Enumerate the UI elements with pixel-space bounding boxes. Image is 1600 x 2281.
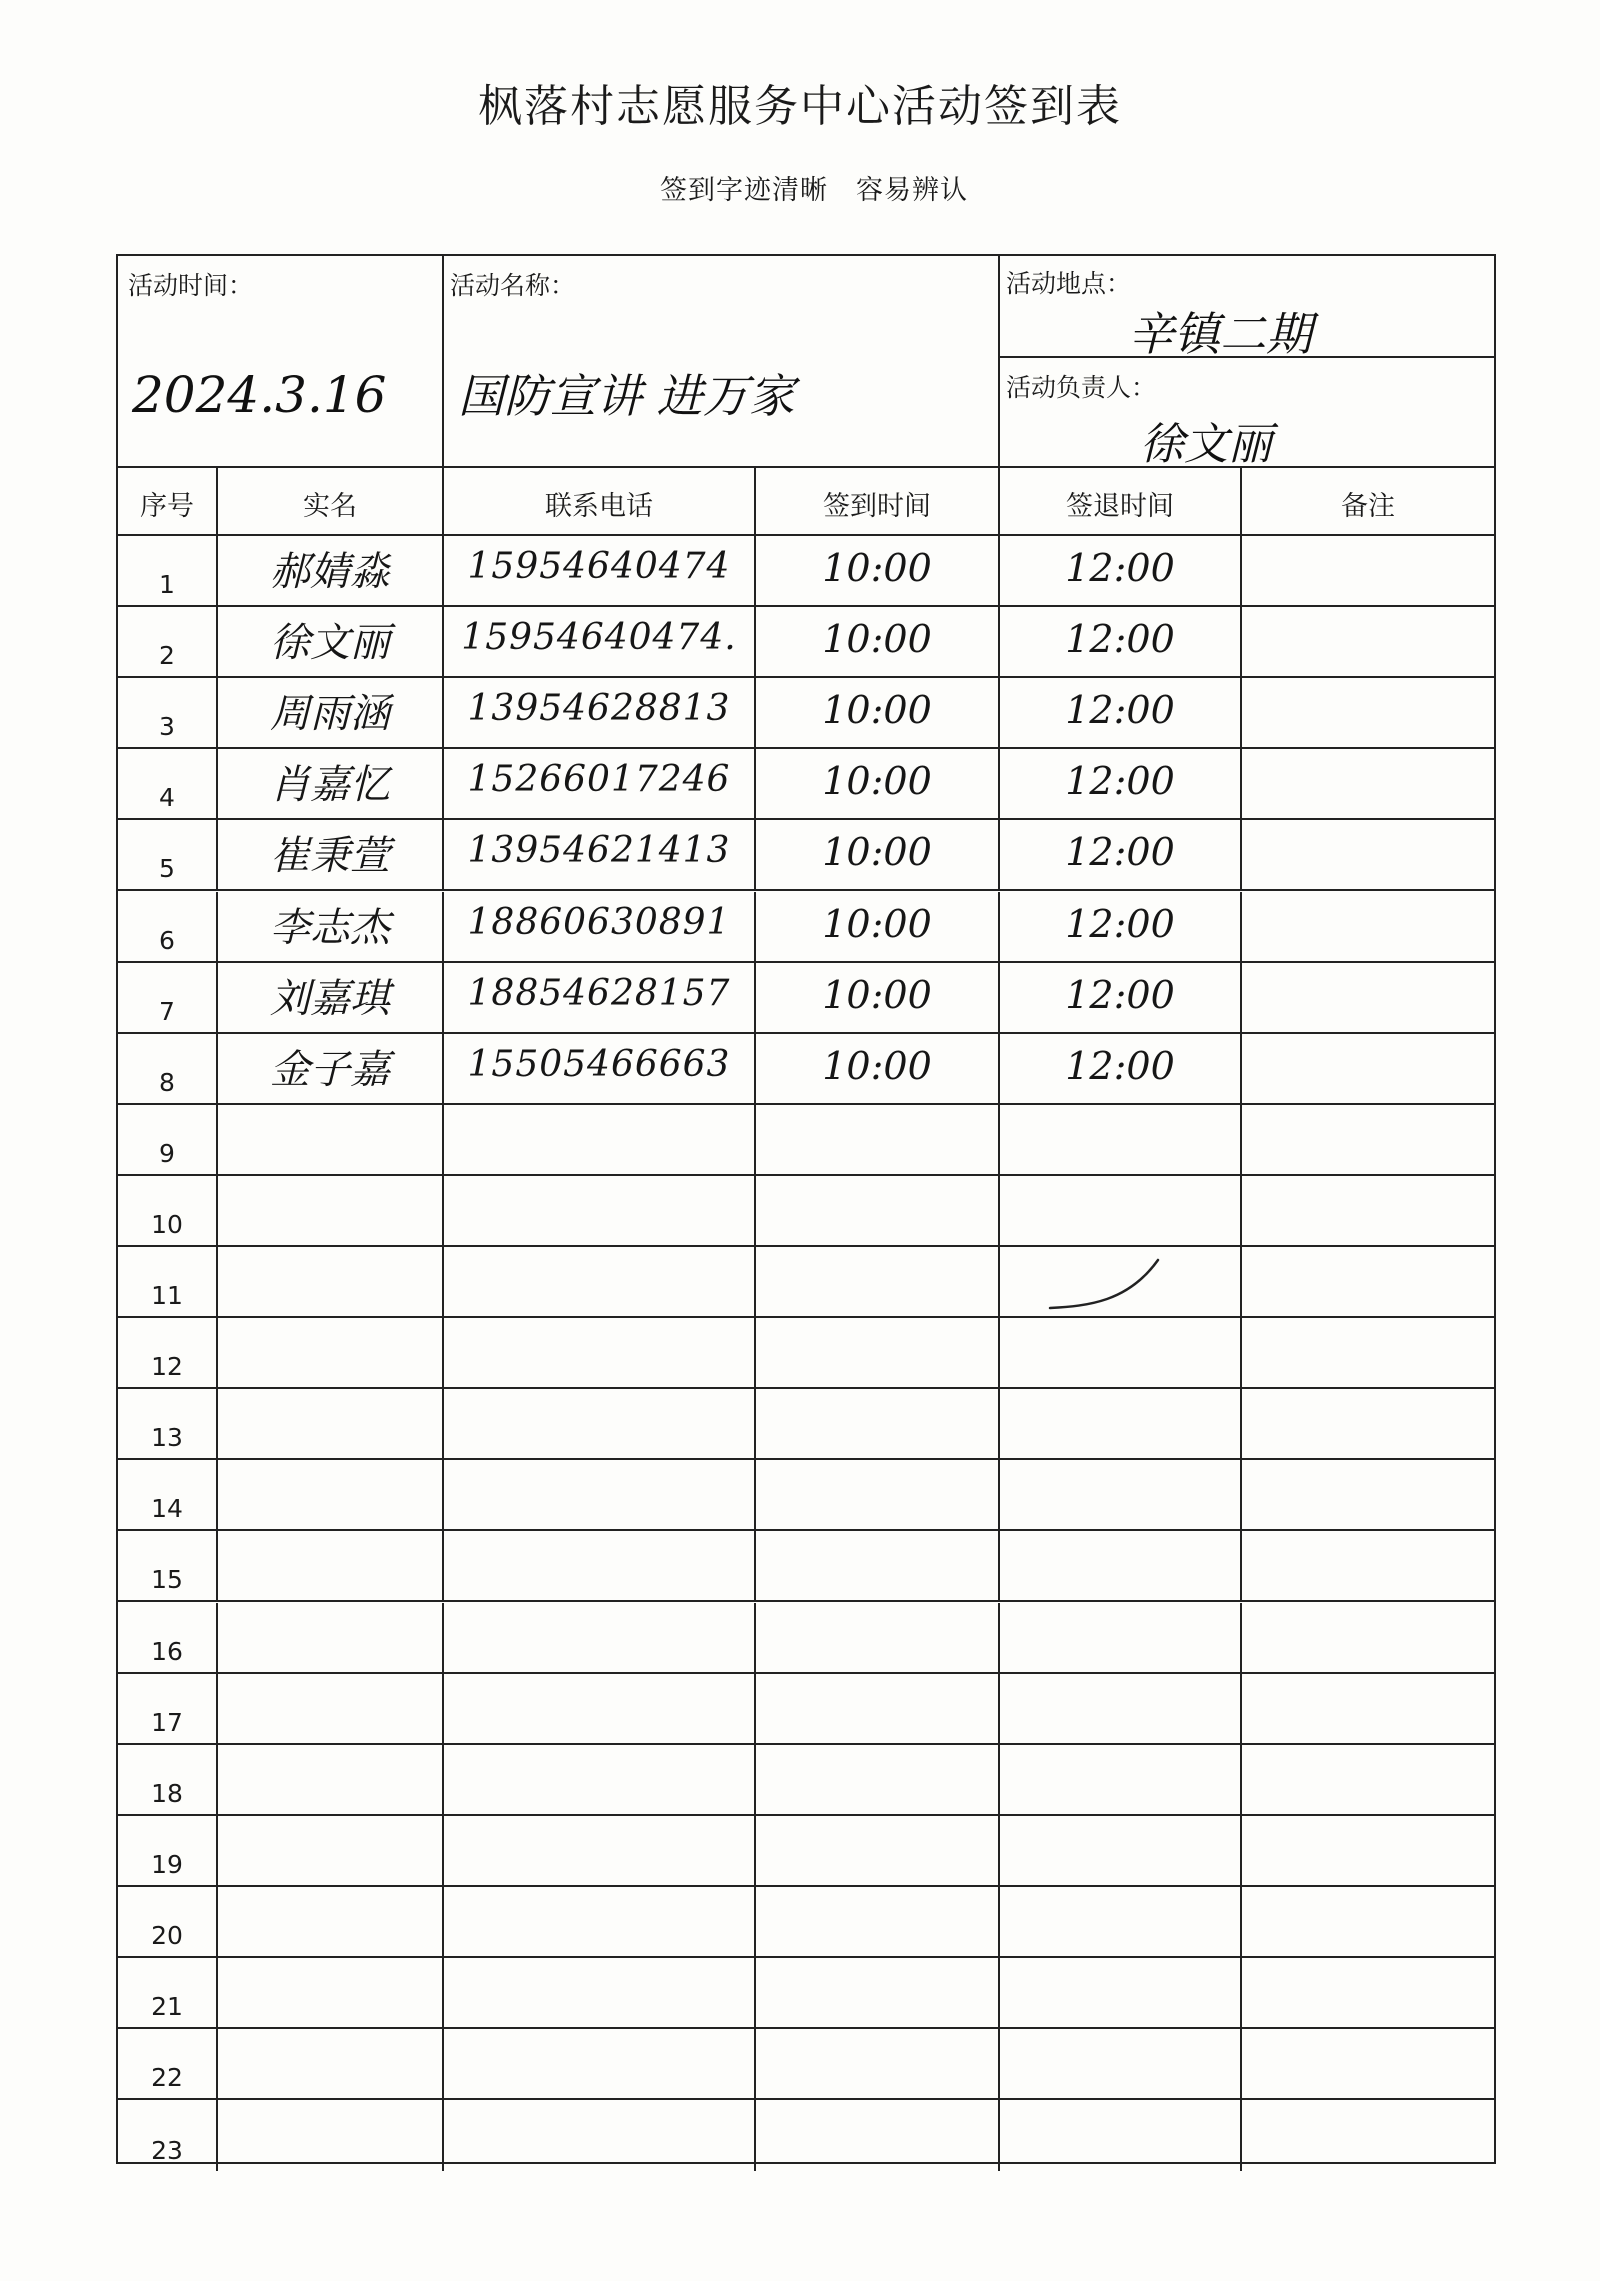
table-row bbox=[118, 1105, 1494, 1176]
row-seq-cell bbox=[118, 1745, 218, 1814]
row-phone: 15505466663 bbox=[467, 1043, 731, 1085]
place-divider bbox=[1000, 356, 1496, 358]
table-row bbox=[118, 607, 1494, 678]
row-checkout-time-cell bbox=[1000, 1745, 1242, 1814]
row-checkout-time-cell bbox=[1000, 892, 1242, 961]
sign-in-form bbox=[116, 254, 1496, 2164]
row-seq-cell bbox=[118, 892, 218, 961]
row-checkin-time-cell bbox=[756, 607, 1000, 676]
row-phone-cell bbox=[444, 1674, 756, 1743]
table-row bbox=[118, 749, 1494, 820]
row-checkout-time: 12:00 bbox=[1065, 688, 1175, 733]
row-phone: 18860630891 bbox=[467, 901, 731, 943]
row-note-cell bbox=[1242, 2029, 1494, 2098]
header-note-text: 备注 bbox=[1341, 491, 1395, 522]
row-name-cell bbox=[218, 1247, 444, 1316]
row-seq-cell bbox=[118, 1887, 218, 1956]
row-seq-cell bbox=[118, 1460, 218, 1529]
row-checkin-time-cell bbox=[756, 749, 1000, 818]
row-phone-cell bbox=[444, 2100, 756, 2171]
row-checkin-time-cell bbox=[756, 1531, 1000, 1600]
row-checkout-time-cell bbox=[1000, 749, 1242, 818]
page-subtitle: 签到字迹清晰 容易辨认 bbox=[660, 175, 968, 206]
row-checkin-time-cell bbox=[756, 1816, 1000, 1885]
pen-stroke-mark bbox=[1048, 1256, 1178, 1316]
row-checkout-time-cell bbox=[1000, 1389, 1242, 1458]
row-name-cell bbox=[218, 1105, 444, 1174]
row-seq: 1 bbox=[159, 570, 175, 600]
row-seq-cell bbox=[118, 1105, 218, 1174]
row-seq-cell bbox=[118, 749, 218, 818]
row-name-cell bbox=[218, 607, 444, 676]
row-phone-cell bbox=[444, 1958, 756, 2027]
row-note-cell bbox=[1242, 1247, 1494, 1316]
row-checkin-time: 10:00 bbox=[822, 617, 932, 662]
header-note bbox=[1242, 466, 1494, 534]
row-name-cell bbox=[218, 1460, 444, 1529]
row-seq: 3 bbox=[159, 712, 175, 742]
row-checkin-time: 10:00 bbox=[822, 688, 932, 733]
row-checkout-time-cell bbox=[1000, 2100, 1242, 2171]
row-seq: 18 bbox=[151, 1778, 183, 1808]
row-name-cell bbox=[218, 1674, 444, 1743]
header-phone-text: 联系电话 bbox=[545, 491, 653, 522]
row-checkin-time-cell bbox=[756, 1460, 1000, 1529]
row-note-cell bbox=[1242, 1105, 1494, 1174]
header-seq bbox=[118, 466, 218, 534]
activity-time-value: 2024.3.16 bbox=[132, 366, 387, 424]
row-name-cell bbox=[218, 1531, 444, 1600]
header-seq-text: 序号 bbox=[140, 491, 194, 522]
row-checkout-time-cell bbox=[1000, 820, 1242, 889]
row-seq-cell bbox=[118, 1176, 218, 1245]
row-phone-cell bbox=[444, 1105, 756, 1174]
header-checkin-text: 签到时间 bbox=[823, 491, 931, 522]
row-name: 徐文丽 bbox=[270, 620, 390, 667]
row-seq-cell bbox=[118, 536, 218, 605]
row-checkin-time-cell bbox=[756, 1247, 1000, 1316]
row-name: 郝婧淼 bbox=[270, 549, 390, 595]
activity-info-header bbox=[118, 256, 1494, 468]
row-note-cell bbox=[1242, 1603, 1494, 1672]
row-checkout-time: 12:00 bbox=[1065, 759, 1175, 804]
row-seq-cell bbox=[118, 1034, 218, 1103]
header-checkout-text: 签退时间 bbox=[1066, 491, 1174, 522]
row-checkin-time: 10:00 bbox=[822, 901, 932, 946]
row-seq: 17 bbox=[151, 1707, 183, 1737]
table-row bbox=[118, 1247, 1494, 1318]
row-checkout-time-cell bbox=[1000, 1034, 1242, 1103]
row-phone-cell bbox=[444, 820, 756, 889]
row-seq: 5 bbox=[159, 854, 175, 884]
row-checkin-time-cell bbox=[756, 2100, 1000, 2171]
row-checkin-time-cell bbox=[756, 678, 1000, 747]
row-checkout-time-cell bbox=[1000, 1958, 1242, 2027]
row-checkin-time: 10:00 bbox=[822, 546, 932, 590]
row-checkout-time-cell bbox=[1000, 1318, 1242, 1387]
row-seq: 7 bbox=[159, 996, 175, 1026]
header-checkin bbox=[756, 466, 1000, 534]
row-checkout-time-cell bbox=[1000, 1176, 1242, 1245]
page-title: 枫落村志愿服务中心活动签到表 bbox=[478, 81, 1122, 132]
row-note-cell bbox=[1242, 1318, 1494, 1387]
header-phone bbox=[444, 466, 756, 534]
row-seq: 11 bbox=[151, 1281, 183, 1311]
row-checkout-time: 12:00 bbox=[1065, 901, 1175, 946]
row-checkin-time-cell bbox=[756, 1389, 1000, 1458]
row-phone-cell bbox=[444, 1887, 756, 1956]
row-seq: 19 bbox=[151, 1849, 183, 1879]
row-seq: 20 bbox=[151, 1920, 183, 1950]
row-checkin-time-cell bbox=[756, 1105, 1000, 1174]
row-note-cell bbox=[1242, 1958, 1494, 2027]
table-row bbox=[118, 1318, 1494, 1389]
table-row bbox=[118, 1958, 1494, 2029]
row-checkout-time: 12:00 bbox=[1065, 617, 1175, 662]
row-name-cell bbox=[218, 2100, 444, 2171]
row-checkin-time-cell bbox=[756, 1745, 1000, 1814]
row-name: 周雨涵 bbox=[270, 691, 390, 738]
row-seq: 12 bbox=[151, 1352, 183, 1382]
row-seq: 21 bbox=[151, 1992, 183, 2022]
row-phone: 15954640474 bbox=[467, 546, 731, 587]
row-checkin-time-cell bbox=[756, 1958, 1000, 2027]
row-note-cell bbox=[1242, 536, 1494, 605]
row-name: 李志杰 bbox=[270, 904, 390, 951]
row-name-cell bbox=[218, 1745, 444, 1814]
row-seq: 9 bbox=[159, 1138, 175, 1168]
table-row bbox=[118, 1674, 1494, 1745]
row-phone: 13954628813 bbox=[467, 688, 731, 730]
row-seq-cell bbox=[118, 820, 218, 889]
row-name-cell bbox=[218, 1034, 444, 1103]
row-phone-cell bbox=[444, 536, 756, 605]
row-name-cell bbox=[218, 963, 444, 1032]
row-name-cell bbox=[218, 1958, 444, 2027]
row-seq: 8 bbox=[159, 1067, 175, 1097]
row-checkin-time-cell bbox=[756, 1603, 1000, 1672]
table-row bbox=[118, 536, 1494, 607]
row-checkin-time-cell bbox=[756, 1176, 1000, 1245]
row-note-cell bbox=[1242, 1176, 1494, 1245]
row-seq: 6 bbox=[159, 925, 175, 955]
row-checkin-time-cell bbox=[756, 1887, 1000, 1956]
row-seq: 15 bbox=[151, 1565, 183, 1595]
row-checkout-time-cell bbox=[1000, 536, 1242, 605]
row-checkin-time-cell bbox=[756, 536, 1000, 605]
row-phone-cell bbox=[444, 2029, 756, 2098]
row-name-cell bbox=[218, 892, 444, 961]
table-row bbox=[118, 892, 1494, 963]
activity-name-label: 活动名称： bbox=[450, 271, 576, 300]
row-checkin-time: 10:00 bbox=[822, 1043, 932, 1088]
row-note-cell bbox=[1242, 1887, 1494, 1956]
row-note-cell bbox=[1242, 1460, 1494, 1529]
row-name-cell bbox=[218, 749, 444, 818]
row-seq: 14 bbox=[151, 1494, 183, 1524]
row-seq: 10 bbox=[151, 1209, 183, 1239]
row-name: 崔秉萱 bbox=[270, 833, 390, 880]
row-name-cell bbox=[218, 820, 444, 889]
row-seq-cell bbox=[118, 1247, 218, 1316]
row-checkout-time-cell bbox=[1000, 1105, 1242, 1174]
activity-place-cell bbox=[1000, 256, 1496, 470]
row-phone-cell bbox=[444, 1034, 756, 1103]
row-phone-cell bbox=[444, 892, 756, 961]
row-phone-cell bbox=[444, 963, 756, 1032]
row-seq-cell bbox=[118, 1531, 218, 1600]
row-seq-cell bbox=[118, 1958, 218, 2027]
row-note-cell bbox=[1242, 892, 1494, 961]
header-checkout bbox=[1000, 466, 1242, 534]
activity-lead-value: 徐文丽 bbox=[1140, 419, 1272, 470]
row-checkin-time-cell bbox=[756, 963, 1000, 1032]
row-name: 肖嘉忆 bbox=[270, 762, 390, 809]
row-phone-cell bbox=[444, 749, 756, 818]
row-checkout-time-cell bbox=[1000, 1460, 1242, 1529]
table-row bbox=[118, 1034, 1494, 1105]
activity-time-label: 活动时间： bbox=[128, 271, 254, 300]
row-checkout-time-cell bbox=[1000, 1887, 1242, 1956]
row-note-cell bbox=[1242, 963, 1494, 1032]
row-phone-cell bbox=[444, 1816, 756, 1885]
row-seq: 23 bbox=[151, 2136, 183, 2166]
table-row bbox=[118, 820, 1494, 891]
activity-time-cell bbox=[118, 256, 444, 466]
header-name bbox=[218, 466, 444, 534]
row-phone-cell bbox=[444, 1745, 756, 1814]
table-header-row bbox=[118, 466, 1494, 536]
row-seq-cell bbox=[118, 678, 218, 747]
row-seq-cell bbox=[118, 1318, 218, 1387]
row-name-cell bbox=[218, 1887, 444, 1956]
row-note-cell bbox=[1242, 2100, 1494, 2171]
row-phone-cell bbox=[444, 1389, 756, 1458]
row-note-cell bbox=[1242, 607, 1494, 676]
row-name-cell bbox=[218, 1176, 444, 1245]
activity-name-value: 国防宣讲 进万家 bbox=[458, 369, 795, 423]
row-name-cell bbox=[218, 536, 444, 605]
row-seq-cell bbox=[118, 2100, 218, 2171]
row-name-cell bbox=[218, 1389, 444, 1458]
row-phone: 15266017246 bbox=[467, 759, 731, 801]
row-checkin-time-cell bbox=[756, 2029, 1000, 2098]
row-note-cell bbox=[1242, 1745, 1494, 1814]
row-checkin-time-cell bbox=[756, 820, 1000, 889]
activity-name-cell bbox=[444, 256, 1000, 466]
row-phone: 15954640474. bbox=[461, 617, 737, 659]
table-row bbox=[118, 1603, 1494, 1674]
row-note-cell bbox=[1242, 820, 1494, 889]
row-checkout-time-cell bbox=[1000, 1674, 1242, 1743]
activity-place-value: 辛镇二期 bbox=[1128, 307, 1312, 361]
table-row bbox=[118, 1460, 1494, 1531]
row-name-cell bbox=[218, 1318, 444, 1387]
row-name: 刘嘉琪 bbox=[270, 975, 390, 1022]
row-seq-cell bbox=[118, 1816, 218, 1885]
table-row bbox=[118, 1176, 1494, 1247]
row-seq-cell bbox=[118, 2029, 218, 2098]
row-checkout-time-cell bbox=[1000, 607, 1242, 676]
row-checkout-time: 12:00 bbox=[1065, 830, 1175, 875]
row-name-cell bbox=[218, 1816, 444, 1885]
row-checkin-time: 10:00 bbox=[822, 759, 932, 804]
row-checkin-time-cell bbox=[756, 892, 1000, 961]
header-name-text: 实名 bbox=[303, 491, 357, 522]
row-seq: 2 bbox=[159, 641, 175, 671]
activity-place-label: 活动地点： bbox=[1006, 269, 1132, 298]
table-row bbox=[118, 1745, 1494, 1816]
row-checkout-time: 12:00 bbox=[1065, 546, 1175, 590]
table-row bbox=[118, 1887, 1494, 1958]
table-row bbox=[118, 963, 1494, 1034]
table-row bbox=[118, 1531, 1494, 1602]
table-row bbox=[118, 678, 1494, 749]
row-phone-cell bbox=[444, 1531, 756, 1600]
table-row bbox=[118, 1389, 1494, 1460]
table-row bbox=[118, 2029, 1494, 2100]
activity-lead-label: 活动负责人： bbox=[1006, 373, 1157, 402]
row-checkin-time-cell bbox=[756, 1318, 1000, 1387]
row-checkout-time: 12:00 bbox=[1065, 1043, 1175, 1088]
row-checkin-time: 10:00 bbox=[822, 972, 932, 1017]
row-note-cell bbox=[1242, 749, 1494, 818]
row-note-cell bbox=[1242, 1034, 1494, 1103]
row-checkout-time-cell bbox=[1000, 678, 1242, 747]
row-note-cell bbox=[1242, 1389, 1494, 1458]
row-phone-cell bbox=[444, 1318, 756, 1387]
row-seq: 13 bbox=[151, 1423, 183, 1453]
row-phone-cell bbox=[444, 1603, 756, 1672]
row-phone-cell bbox=[444, 678, 756, 747]
row-seq-cell bbox=[118, 1674, 218, 1743]
row-phone: 18854628157 bbox=[467, 972, 731, 1014]
row-checkout-time-cell bbox=[1000, 963, 1242, 1032]
row-checkout-time-cell bbox=[1000, 2029, 1242, 2098]
row-checkin-time-cell bbox=[756, 1674, 1000, 1743]
table-row bbox=[118, 2100, 1494, 2171]
row-name-cell bbox=[218, 1603, 444, 1672]
row-note-cell bbox=[1242, 1674, 1494, 1743]
row-seq-cell bbox=[118, 963, 218, 1032]
row-checkout-time: 12:00 bbox=[1065, 972, 1175, 1017]
row-name: 金子嘉 bbox=[270, 1046, 390, 1093]
table-row bbox=[118, 1816, 1494, 1887]
row-phone-cell bbox=[444, 1176, 756, 1245]
row-seq: 22 bbox=[151, 2063, 183, 2093]
row-seq-cell bbox=[118, 1389, 218, 1458]
row-phone-cell bbox=[444, 1460, 756, 1529]
row-checkin-time: 10:00 bbox=[822, 830, 932, 875]
row-checkout-time-cell bbox=[1000, 1816, 1242, 1885]
row-checkout-time-cell bbox=[1000, 1531, 1242, 1600]
row-name-cell bbox=[218, 678, 444, 747]
row-note-cell bbox=[1242, 678, 1494, 747]
row-note-cell bbox=[1242, 1531, 1494, 1600]
row-seq-cell bbox=[118, 1603, 218, 1672]
row-checkin-time-cell bbox=[756, 1034, 1000, 1103]
row-seq: 4 bbox=[159, 783, 175, 813]
row-phone-cell bbox=[444, 1247, 756, 1316]
row-phone: 13954621413 bbox=[467, 830, 731, 872]
row-checkout-time-cell bbox=[1000, 1603, 1242, 1672]
row-seq-cell bbox=[118, 607, 218, 676]
row-phone-cell bbox=[444, 607, 756, 676]
row-name-cell bbox=[218, 2029, 444, 2098]
row-note-cell bbox=[1242, 1816, 1494, 1885]
row-seq: 16 bbox=[151, 1636, 183, 1666]
